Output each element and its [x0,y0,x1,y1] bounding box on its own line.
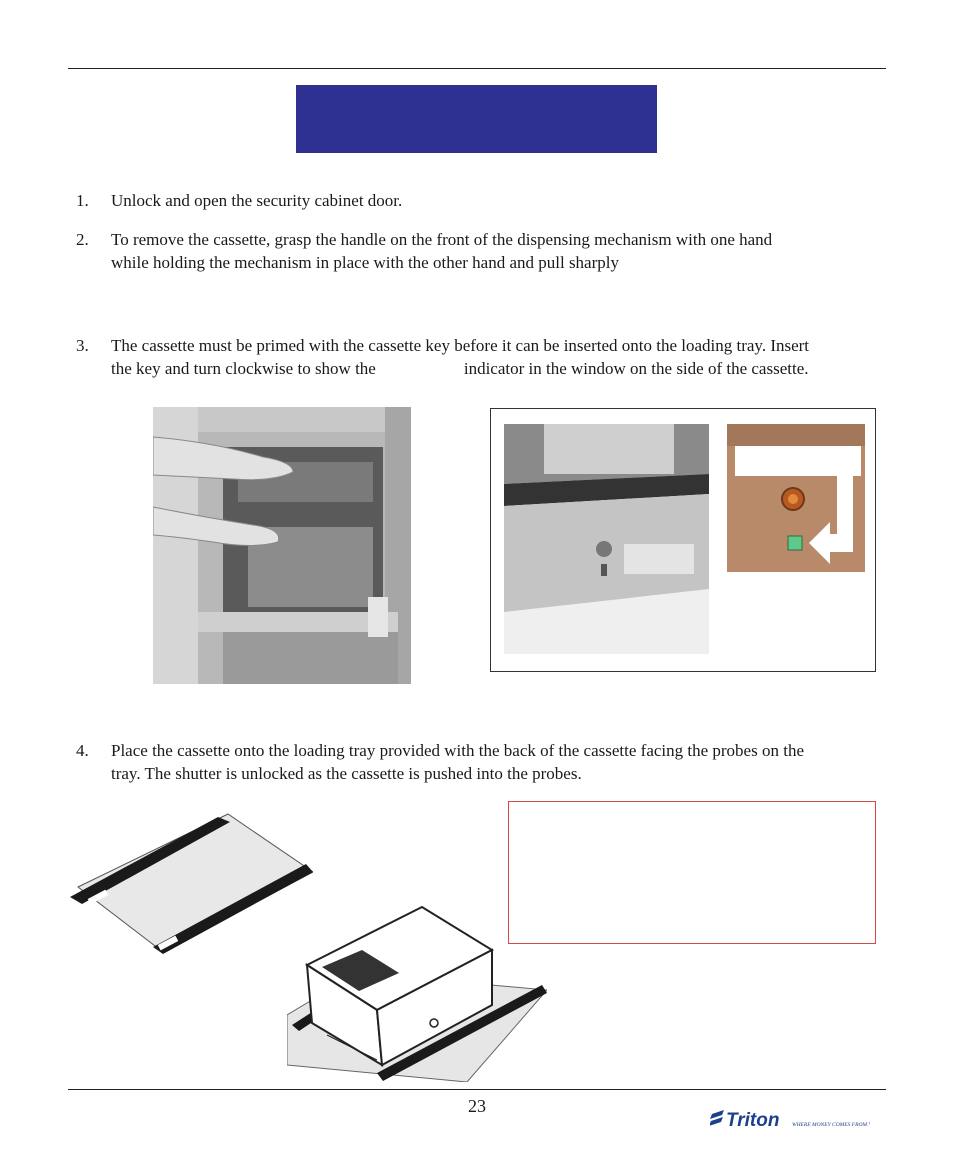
step-2 [76,228,896,274]
note-callout-box [508,801,876,944]
svg-text:WHERE MONEY COMES FROM.™: WHERE MONEY COMES FROM.™ [792,1122,870,1128]
illustration-loading-tray [68,812,313,954]
section-title-banner [296,85,657,153]
step-3 [76,334,896,380]
step-text-line-1a: The cassette must be primed with the cassette key before it can be inserted onto the loading tray. [111,336,767,355]
step-text-line-1: To remove the cassette, grasp the handle on the front of the dispensing mechanism with one hand [111,230,773,249]
step-text-line-2b: indicator in the window on the side of the cassette. [463,359,809,378]
triton-logo [710,1106,870,1132]
step-text-line-1: Place the cassette onto the loading tray provided with the back of the cassette facing the probes on the [111,741,804,760]
step-number: 3. [76,336,89,355]
footer-rule [68,1089,886,1090]
step-number: 4. [76,741,89,760]
step-text-line-1b: Insert [770,336,810,355]
step-text-line-2a: the key and turn clockwise to show the [111,359,376,378]
step-text-line-2: tray. The shutter is unlocked as the cassette is pushed into the probes. [111,764,582,783]
photo-cassette-indicator [727,424,865,572]
photo-cassette-key [504,424,709,654]
step-text-line-2: while holding the mechanism in place with the other hand and pull sharply [111,253,619,272]
step-1 [76,189,896,212]
step-number: 2. [76,230,89,249]
header-rule [68,68,886,69]
photo-removing-cassette [153,407,411,684]
page-number: 23 [468,1096,486,1116]
svg-text:Triton: Triton [726,1110,780,1131]
step-text: Unlock and open the security cabinet door. [111,191,403,210]
step-number: 1. [76,191,89,210]
step-4 [76,739,906,785]
